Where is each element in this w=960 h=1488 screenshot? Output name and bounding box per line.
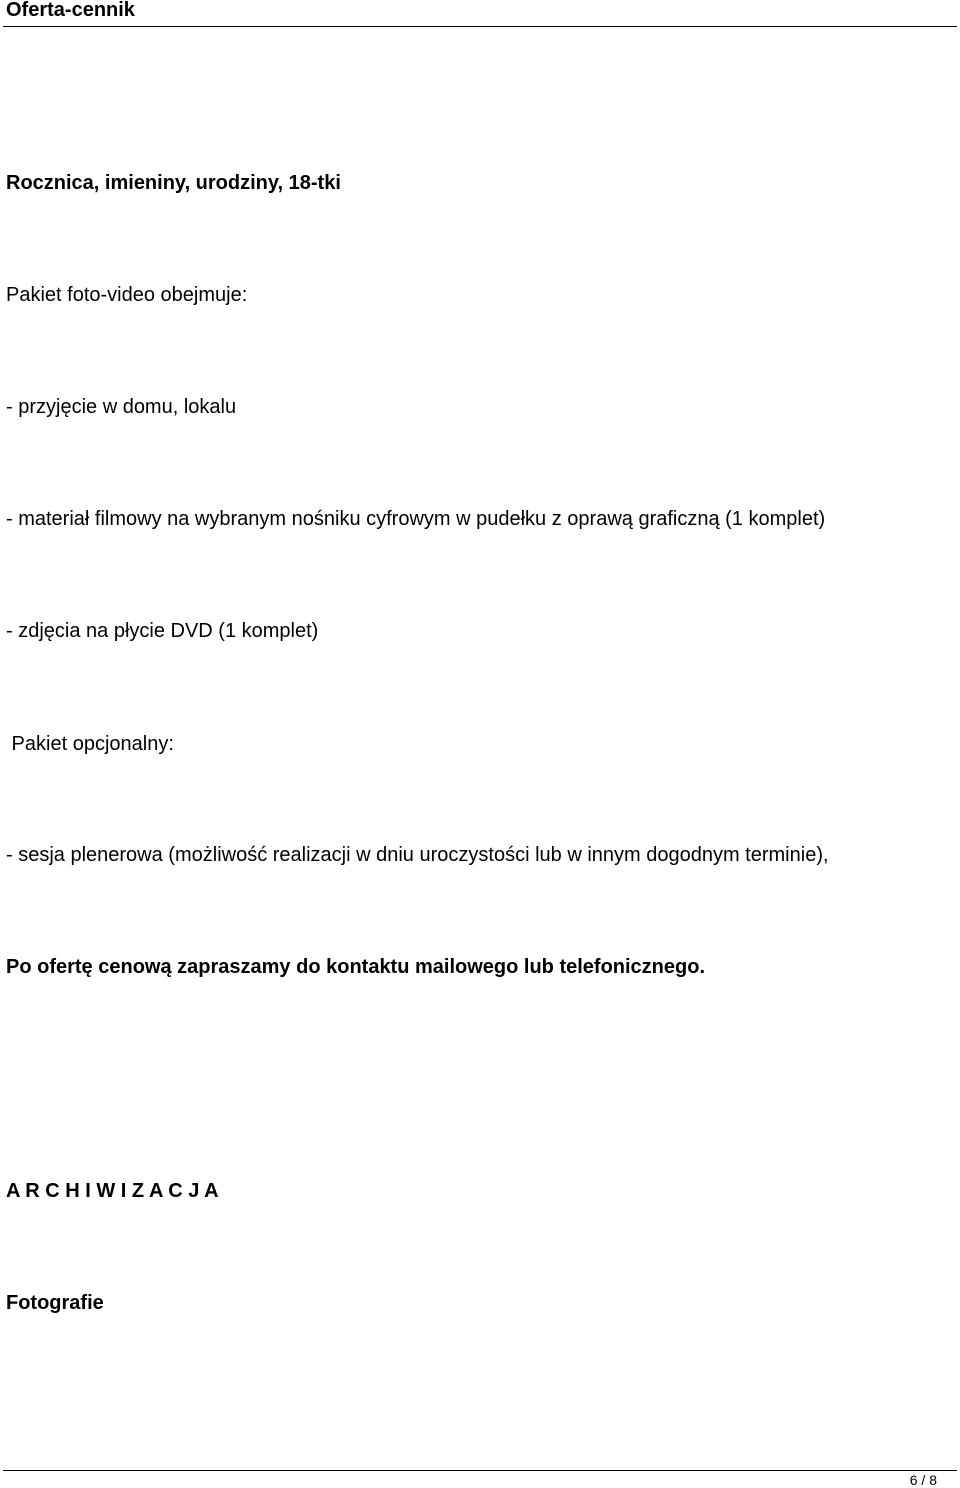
list-item: - zdjęcia na płycie DVD (1 komplet) [6,620,319,642]
section-title: Rocznica, imieniny, urodziny, 18-tki [6,172,341,194]
archive-subheading: Fotografie [6,1292,104,1314]
footer-divider [3,1470,957,1471]
document-title: Oferta-cennik [6,0,135,21]
optional-package-intro: Pakiet opcjonalny: [6,733,174,755]
package-intro: Pakiet foto-video obejmuje: [6,284,248,306]
list-item: - przyjęcie w domu, lokalu [6,396,237,418]
header-divider [3,26,957,27]
archive-heading: A R C H I W I Z A C J A [6,1180,219,1202]
contact-note: Po ofertę cenową zapraszamy do kontaktu mailowego lub telefonicznego. [6,956,706,978]
list-item: - materiał filmowy na wybranym nośniku cyfrowym w pudełku z oprawą graficzną (1 komplet) [6,508,826,530]
optional-list-item: - sesja plenerowa (możliwość realizacji w dniu uroczystości lub w innym dogodnym terminie), [6,844,829,866]
page-number: 6 / 8 [909,1472,937,1488]
